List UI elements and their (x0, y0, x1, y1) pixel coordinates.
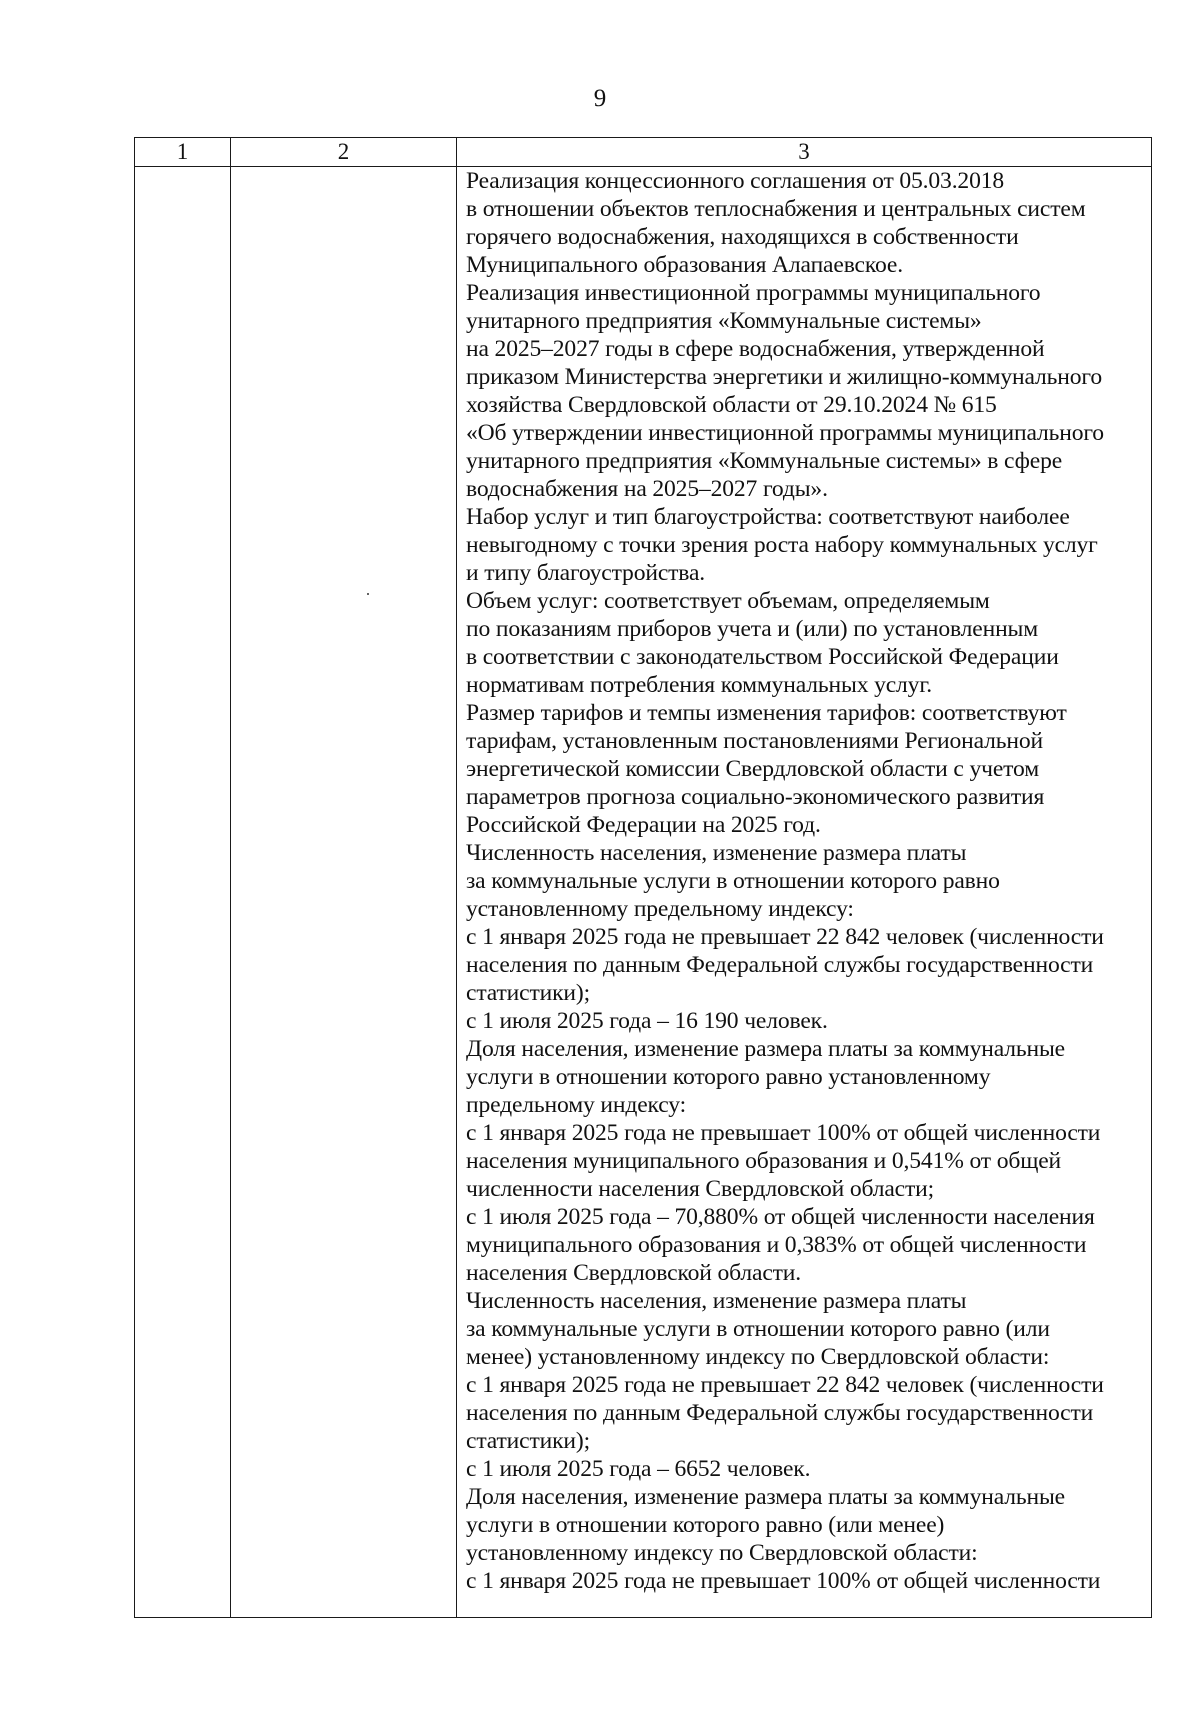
text-line: нормативам потребления коммунальных услуг. (466, 672, 932, 698)
text-line: численности населения Свердловской области; (466, 1176, 935, 1202)
text-line: Численность населения, изменение размера платы (466, 1288, 967, 1314)
text-line: Муниципального образования Алапаевское. (466, 252, 903, 278)
text-line: статистики); (466, 1428, 590, 1454)
text-line: Размер тарифов и темпы изменения тарифов: соответствуют (466, 700, 1067, 726)
text-line: с 1 января 2025 года не превышает 100% от общей численности (466, 1568, 1101, 1594)
text-line: Численность населения, изменение размера платы (466, 840, 967, 866)
text-line: в отношении объектов теплоснабжения и центральных систем (466, 196, 1086, 222)
text-line: и типу благоустройства. (466, 560, 706, 586)
text-line: с 1 января 2025 года не превышает 22 842 человек (численности (466, 924, 1104, 950)
table-row (135, 167, 1152, 1618)
text-line: Доля населения, изменение размера платы за коммунальные (466, 1484, 1065, 1510)
text-line: невыгодному с точки зрения роста набору коммунальных услуг (466, 532, 1098, 558)
text-line: за коммунальные услуги в отношении которого равно (466, 868, 1000, 894)
text-line: с 1 июля 2025 года – 70,880% от общей численности населения (466, 1204, 1095, 1230)
text-line: с 1 июля 2025 года – 16 190 человек. (466, 1008, 828, 1034)
text-line: унитарного предприятия «Коммунальные системы» (466, 308, 982, 334)
text-line: на 2025–2027 годы в сфере водоснабжения, утвержденной (466, 336, 1045, 362)
text-line: Реализация концессионного соглашения от 05.03.2018 (466, 168, 1005, 194)
text-line: Реализация инвестиционной программы муниципального (466, 280, 1041, 306)
column-header-2: 2 (231, 138, 457, 167)
text-line: по показаниям приборов учета и (или) по установленным (466, 616, 1039, 642)
text-line: параметров прогноза социально-экономического развития (466, 784, 1045, 810)
table-cell-col2 (231, 167, 457, 1618)
text-line: приказом Министерства энергетики и жилищно-коммунального (466, 364, 1102, 390)
text-line: с 1 января 2025 года не превышает 22 842 человек (численности (466, 1372, 1104, 1398)
table-header-row (135, 138, 1152, 167)
text-line: населения по данным Федеральной службы государственности (466, 1400, 1094, 1426)
text-line: хозяйства Свердловской области от 29.10.2024 № 615 (466, 392, 997, 418)
text-line: водоснабжения на 2025–2027 годы». (466, 476, 828, 502)
text-line: энергетической комиссии Свердловской области с учетом (466, 756, 1039, 782)
text-line: за коммунальные услуги в отношении которого равно (или (466, 1316, 1050, 1342)
text-line: с 1 января 2025 года не превышает 100% от общей численности (466, 1120, 1101, 1146)
text-line: услуги в отношении которого равно установленному (466, 1064, 991, 1090)
text-line: Объем услуг: соответствует объемам, определяемым (466, 588, 990, 614)
text-line: услуги в отношении которого равно (или менее) (466, 1512, 945, 1538)
document-table (134, 137, 1152, 1618)
text-line: населения Свердловской области. (466, 1260, 802, 1286)
text-line: статистики); (466, 980, 590, 1006)
text-line: Доля населения, изменение размера платы за коммунальные (466, 1036, 1065, 1062)
text-line: установленному предельному индексу: (466, 896, 854, 922)
text-line: Набор услуг и тип благоустройства: соответствуют наиболее (466, 504, 1070, 530)
text-line: населения по данным Федеральной службы государственности (466, 952, 1094, 978)
text-line: предельному индексу: (466, 1092, 686, 1118)
column-header-1: 1 (135, 138, 231, 167)
text-line: Российской Федерации на 2025 год. (466, 812, 821, 838)
text-line: горячего водоснабжения, находящихся в собственности (466, 224, 1019, 250)
text-line: тарифам, установленным постановлениями Региональной (466, 728, 1043, 754)
table-cell-col1 (135, 167, 231, 1618)
text-line: с 1 июля 2025 года – 6652 человек. (466, 1456, 811, 1482)
table-cell-col3 (457, 167, 1152, 1618)
column-header-3: 3 (457, 138, 1152, 167)
text-line: установленному индексу по Свердловской области: (466, 1540, 978, 1566)
col3-text-block (466, 167, 1145, 1595)
text-line: менее) установленному индексу по Свердловской области: (466, 1344, 1050, 1370)
scan-speck (367, 593, 369, 595)
text-line: населения муниципального образования и 0,541% от общей (466, 1148, 1062, 1174)
text-line: «Об утверждении инвестиционной программы муниципального (466, 420, 1104, 446)
text-line: в соответствии с законодательством Российской Федерации (466, 644, 1059, 670)
text-line: муниципального образования и 0,383% от общей численности (466, 1232, 1087, 1258)
page-number: 9 (593, 85, 607, 112)
text-line: унитарного предприятия «Коммунальные системы» в сфере (466, 448, 1063, 474)
